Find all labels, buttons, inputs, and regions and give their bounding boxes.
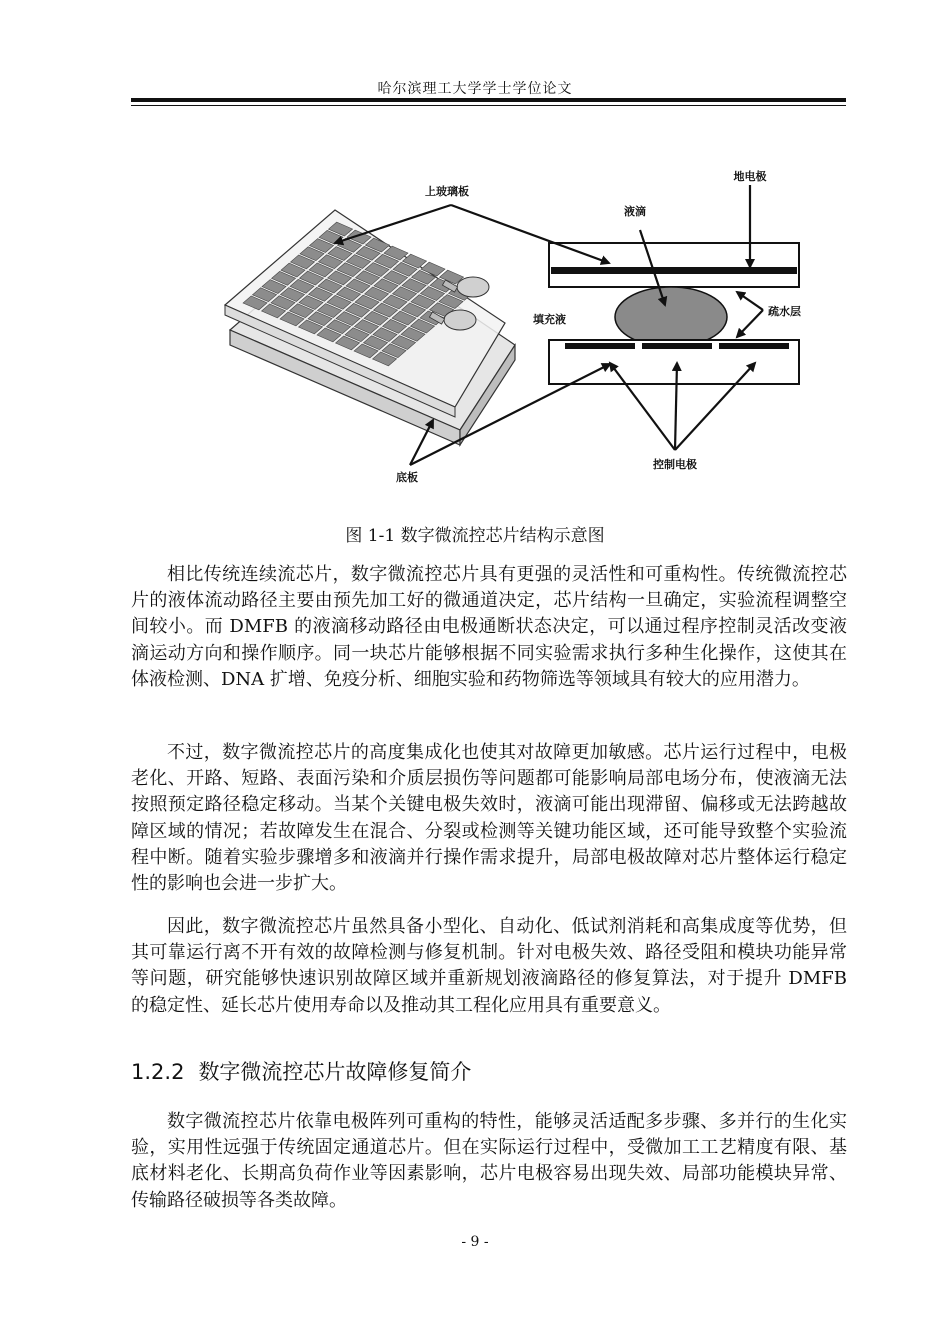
label-filler-liquid: 填充液: [533, 313, 566, 326]
paragraph-repair-intro: 数字微流控芯片依靠电极阵列可重构的特性，能够灵活适配多步骤、多并行的生化实验，实用性远强于传统固定通道芯片。但在实际运行过程中，受微加工工艺精度有限、基底材料老化、长期高负荷作业等因素影响，芯片电极容易出现失效、局部功能模块异常、传输路径破损等各类故障。: [131, 1111, 847, 1211]
section-heading: [131, 1056, 471, 1086]
top-plate-section: [549, 243, 799, 287]
label-control-electrode: 控制电极: [653, 458, 697, 471]
figure-caption: 图 1-1 数字微流控芯片结构示意图: [345, 526, 605, 546]
control-electrode-2: [642, 343, 712, 349]
control-electrode-1: [565, 343, 635, 349]
reservoir-1: [457, 277, 489, 297]
section-title: 数字微流控芯片故障修复简介: [198, 1060, 472, 1084]
label-droplet: 液滴: [624, 205, 646, 218]
header-rule-thin: [131, 105, 846, 106]
header-rule-thick: [131, 98, 846, 102]
paragraph-fault-sensitivity: 不过，数字微流控芯片的高度集成化也使其对故障更加敏感。芯片运行过程中，电极老化、开路、短路、表面污染和介质层损伤等问题都可能影响局部电场分布，使液滴无法按照预定路径稳定移动。当某个关键电极失效时，液滴可能出现滞留、偏移或无法跨越故障区域的情况；若故障发生在混合、分裂或检测等关键功能区域，还可能导致整个实验流程中断。随着实验步骤增多和液滴并行操作需求提升，局部电极故障对芯片整体运行稳定性的影响也会进一步扩大。: [131, 742, 847, 895]
label-top-glass: 上玻璃板: [425, 185, 469, 198]
label-bottom-plate: 底板: [396, 471, 418, 484]
label-hydrophobic-layer: 疏水层: [768, 305, 801, 318]
section-number: 1.2.2: [131, 1060, 185, 1084]
cross-section: [549, 243, 799, 384]
ground-electrode-layer: [551, 267, 797, 274]
dmfb-structure-figure: [215, 155, 815, 500]
running-header: 哈尔滨理工大学学士学位论文: [377, 81, 573, 97]
control-electrode-3: [719, 343, 789, 349]
reservoir-2: [444, 310, 476, 330]
paragraph-repair-importance: 因此，数字微流控芯片虽然具备小型化、自动化、低试剂消耗和高集成度等优势，但其可靠运行离不开有效的故障检测与修复机制。针对电极失效、路径受阻和模块功能异常等问题，研究能够快速识别故障区域并重新规划液滴路径的修复算法，对于提升 DMFB 的稳定性、延长芯片使用寿命以及推动其工程化应用具有重要意义。: [131, 916, 847, 1016]
label-ground-electrode: 地电极: [733, 170, 767, 183]
droplet-shape: [615, 287, 727, 347]
paragraph-flexibility: 相比传统连续流芯片，数字微流控芯片具有更强的灵活性和可重构性。传统微流控芯片的液体流动路径主要由预先加工好的微通道决定，芯片结构一旦确定，实验流程调整空间较小。而 DMFB 的液滴移动路径由电极通断状态决定，可以通过程序控制灵活改变液滴运动方向和操作顺序。同一块芯片能够根据不同实验需求执行多种生化操作，这使其在体液检测、DNA 扩增、免疫分析、细胞实验和药物筛选等领域具有较大的应用潜力。: [131, 564, 847, 690]
page-number: - 9 -: [461, 1234, 489, 1250]
